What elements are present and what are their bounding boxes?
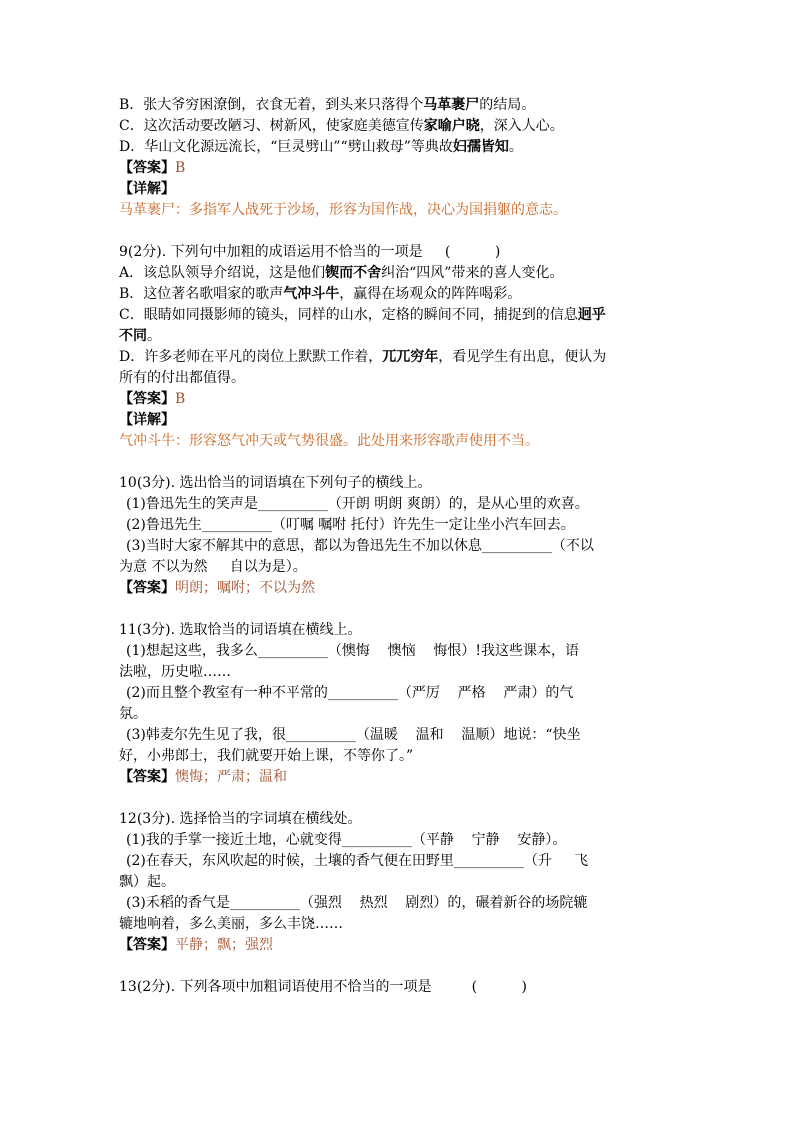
sub-item-3-continued: 好，小弗郎士，我们就要开始上课，不等你了。” (119, 748, 414, 764)
sub-item-3-continued: 辘地响着，多么美丽，多么丰饶…… (119, 916, 343, 932)
sub-item-3: (3)韩麦尔先生见了我，很__________（温暖 温和 温顺）地说：“快坐 (126, 727, 581, 743)
question-stem: 10(3分). 选出恰当的词语填在下列句子的横线上。 (119, 475, 432, 491)
sub-item-1-continued: 法啦，历史啦…… (119, 664, 231, 680)
detail-label: 【详解】 (119, 181, 175, 197)
question-stem: 9(2分). 下列句中加粗的成语运用不恰当的一项是 ( ) (119, 244, 501, 260)
option-d-continued: 所有的付出都值得。 (119, 370, 245, 386)
option-d: D．许多老师在平凡的岗位上默默工作着，兀兀穷年，看见学生有出息，便认为 (119, 349, 607, 365)
detail-text: 马革裹尸：多指军人战死于沙场，形容为国作战，决心为国捐躯的意志。 (119, 202, 567, 218)
detail-label: 【详解】 (119, 412, 175, 428)
sub-item-2: (2)鲁迅先生__________（叮嘱 嘱咐 托付）许先生一定让坐小汽车回去。 (126, 517, 575, 533)
question-9 (119, 242, 679, 452)
answer-line: 【答案】B (119, 160, 186, 176)
sub-item-3: (3)禾稻的香气是__________（强烈 热烈 剧烈）的，碾着新谷的场院辘 (126, 895, 588, 911)
answer-line: 【答案】B (119, 391, 186, 407)
question-stem: 13(2分). 下列各项中加粗词语使用不恰当的一项是 ( ) (119, 979, 528, 995)
option-b: B．张大爷穷困潦倒，衣食无着，到头来只落得个马革裹尸的结局。 (119, 97, 536, 113)
answer-value: 平静；飘；强烈 (175, 937, 273, 953)
option-c: C．这次活动要改陋习、树新风，使家庭美德宣传家喻户晓，深入人心。 (119, 118, 564, 134)
option-c: C．眼睛如同摄影师的镜头，同样的山水，定格的瞬间不同，捕捉到的信息迥乎 (119, 307, 606, 323)
question-8-tail (119, 95, 679, 221)
answer-value: 懊悔；严肃；温和 (175, 769, 287, 785)
question-10 (119, 473, 679, 599)
question-13 (119, 977, 679, 998)
answer-line: 【答案】懊悔；严肃；温和 (119, 769, 287, 785)
sub-item-1: (1)鲁迅先生的笑声是__________（开朗 明朗 爽朗）的，是从心里的欢喜。 (126, 496, 589, 512)
question-stem: 12(3分). 选择恰当的字词填在横线处。 (119, 811, 362, 827)
answer-value: B (175, 160, 186, 176)
question-11 (119, 620, 679, 788)
answer-value: B (175, 391, 186, 407)
question-stem: 11(3分). 选取恰当的词语填在横线上。 (119, 622, 362, 638)
sub-item-2: (2)在春天，东风吹起的时候，土壤的香气便在田野里__________（升 飞 (126, 853, 589, 869)
question-12 (119, 809, 679, 956)
detail-text: 气冲斗牛：形容怒气冲天或气势很盛。此处用来形容歌声使用不当。 (119, 433, 539, 449)
sub-item-2-continued: 飘）起。 (119, 874, 175, 890)
answer-value: 明朗；嘱咐；不以为然 (175, 580, 315, 596)
sub-item-1: (1)我的手掌一接近土地，心就变得__________（平静 宁静 安静）。 (126, 832, 567, 848)
sub-item-2: (2)而且整个教室有一种不平常的__________（严厉 严格 严肃）的气 (126, 685, 574, 701)
sub-item-3: (3)当时大家不解其中的意思，都以为鲁迅先生不加以休息__________（不以 (126, 538, 594, 554)
option-a: A．该总队领导介绍说，这是他们锲而不舍纠治“四风”带来的喜人变化。 (119, 265, 564, 281)
answer-line: 【答案】明朗；嘱咐；不以为然 (119, 580, 315, 596)
sub-item-2-continued: 氛。 (119, 706, 147, 722)
answer-line: 【答案】平静；飘；强烈 (119, 937, 273, 953)
option-c-continued: 不同。 (119, 328, 161, 344)
sub-item-1: (1)想起这些，我多么__________（懊悔 懊恼 悔恨）!我这些课本，语 (126, 643, 580, 659)
sub-item-3-continued: 为意 不以为然 自以为是）。 (119, 559, 307, 575)
option-d: D．华山文化源远流长，“巨灵劈山”“劈山救母”等典故妇孺皆知。 (119, 139, 523, 155)
document-page (119, 95, 679, 998)
option-b: B．这位著名歌唱家的歌声气冲斗牛，赢得在场观众的阵阵喝彩。 (119, 286, 522, 302)
